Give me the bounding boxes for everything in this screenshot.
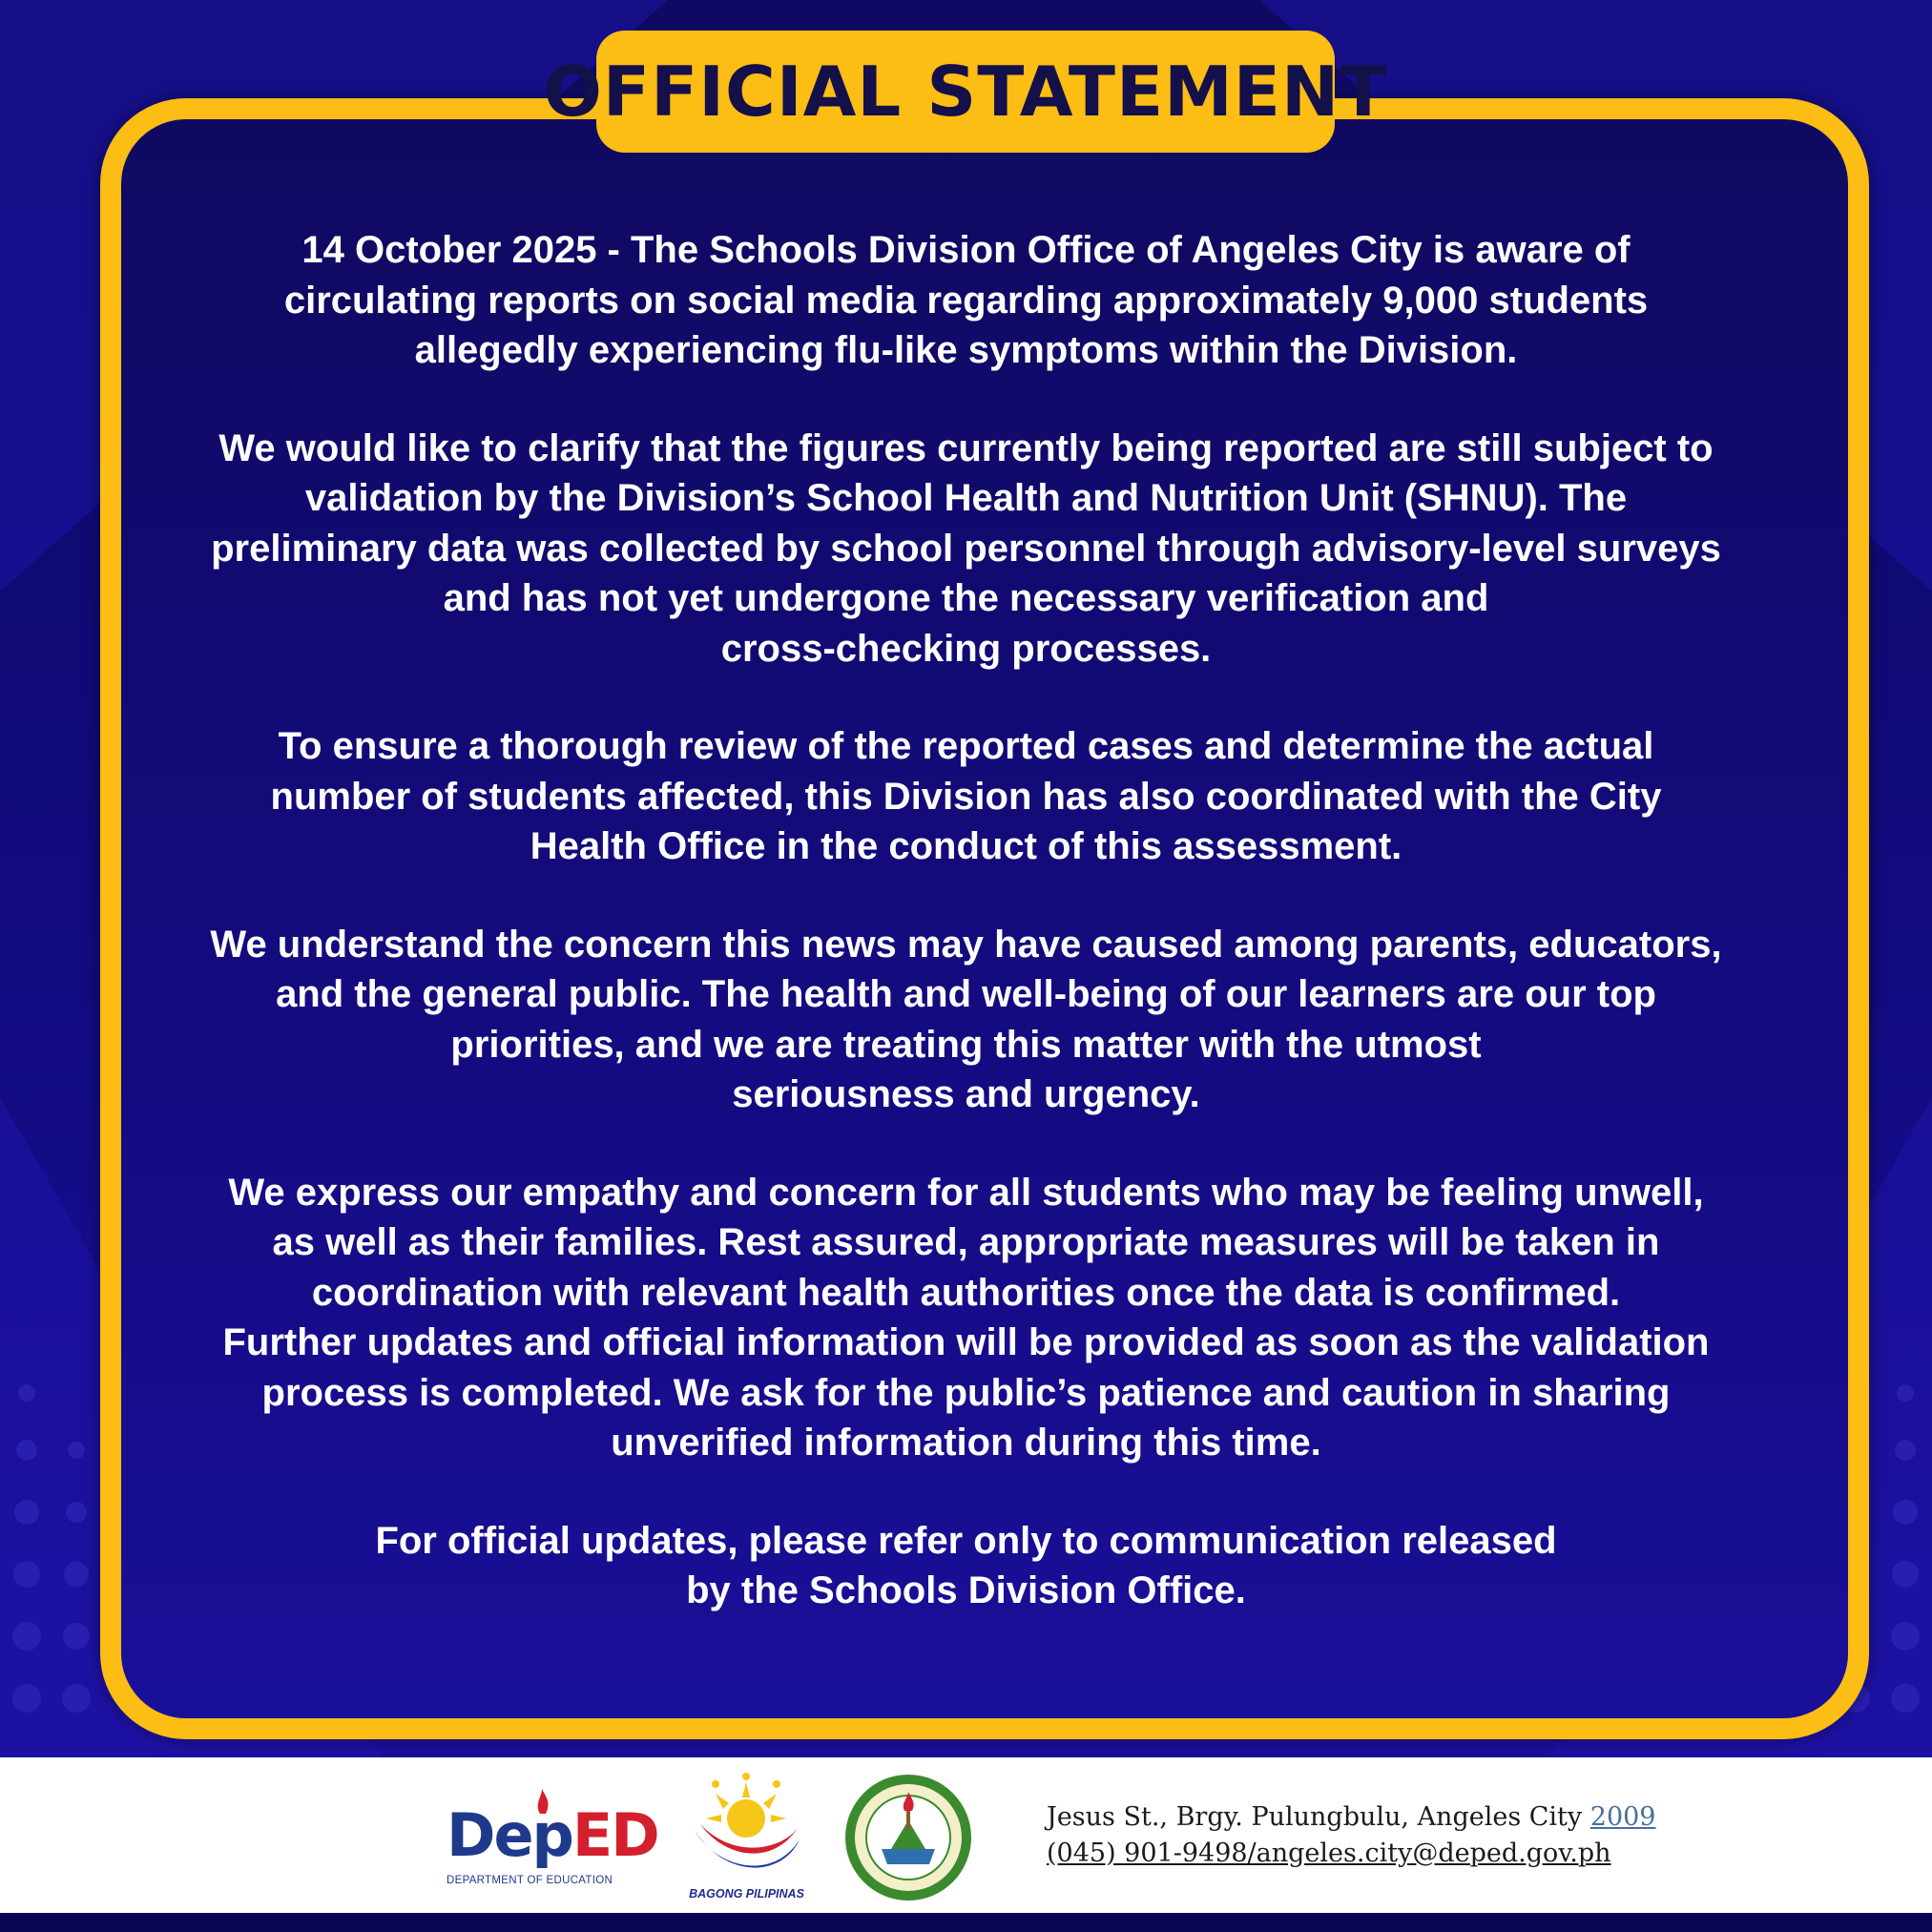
statement-body — [153, 225, 1779, 1664]
zip-code: 2009 — [1589, 1802, 1656, 1832]
bagong-pilipinas-logo — [677, 1773, 816, 1901]
paragraph-1: 14 October 2025 - The Schools Division Office of Angeles City is aware of circulating reports on social media regarding approximately 9,000 students allegedly experiencing flu-like symptoms within the Division. — [283, 229, 1649, 371]
sun-flag-icon — [677, 1773, 816, 1885]
title-banner — [543, 31, 1388, 153]
paragraph-5: We express our empathy and concern for all students who may be feeling unwell, as well as their families. Rest assured, appropriate measures will be taken in coordination with relevant health authorities once the data is confirmed. Further updates and official information will be provided as soon as the validation process is completed. We ask for the public’s patience and caution in sharing unverified information during this time. — [222, 1171, 1710, 1464]
seal-icon — [843, 1773, 973, 1902]
paragraph-2: We would like to clarify that the figures currently being reported are still subject to validation by the Division’s School Health and Nutrition Unit (SHNU). The preliminary data was collected by school personnel through advisory-level surveys and has not yet undergone the necessary verification and cross-checking processes. — [211, 426, 1721, 670]
bottom-strip — [0, 1913, 1932, 1932]
deped-subtitle: DEPARTMENT OF EDUCATION — [447, 1875, 613, 1886]
paragraph-6: For official updates, please refer only to communication released by the Schools Division Office. — [375, 1519, 1557, 1611]
contact-line: (045) 901-9498/angeles.city@deped.gov.ph — [1047, 1839, 1611, 1868]
street-address: Jesus St., Brgy. Pulungbulu, Angeles City — [1047, 1802, 1583, 1832]
deped-logo: DepED DEPARTMENT OF EDUCATION — [447, 1787, 654, 1892]
bagong-pilipinas-text: BAGONG PILIPINAS — [689, 1887, 804, 1901]
paragraph-4: We understand the concern this news may have caused among parents, educators, and the general public. The health and well-being of our learners are our top priorities, and we are treating this matter with the utmost seriousness and urgency. — [210, 923, 1722, 1115]
address-line — [1047, 1799, 1655, 1836]
page-title: OFFICIAL STATEMENT — [543, 52, 1388, 132]
paragraph-3: To ensure a thorough review of the reported cases and determine the actual number of students affected, this Division has also coordinated with the City Health Office in the conduct of this assessment. — [270, 725, 1662, 867]
division-seal — [843, 1773, 973, 1902]
contact-block — [1047, 1799, 1655, 1872]
